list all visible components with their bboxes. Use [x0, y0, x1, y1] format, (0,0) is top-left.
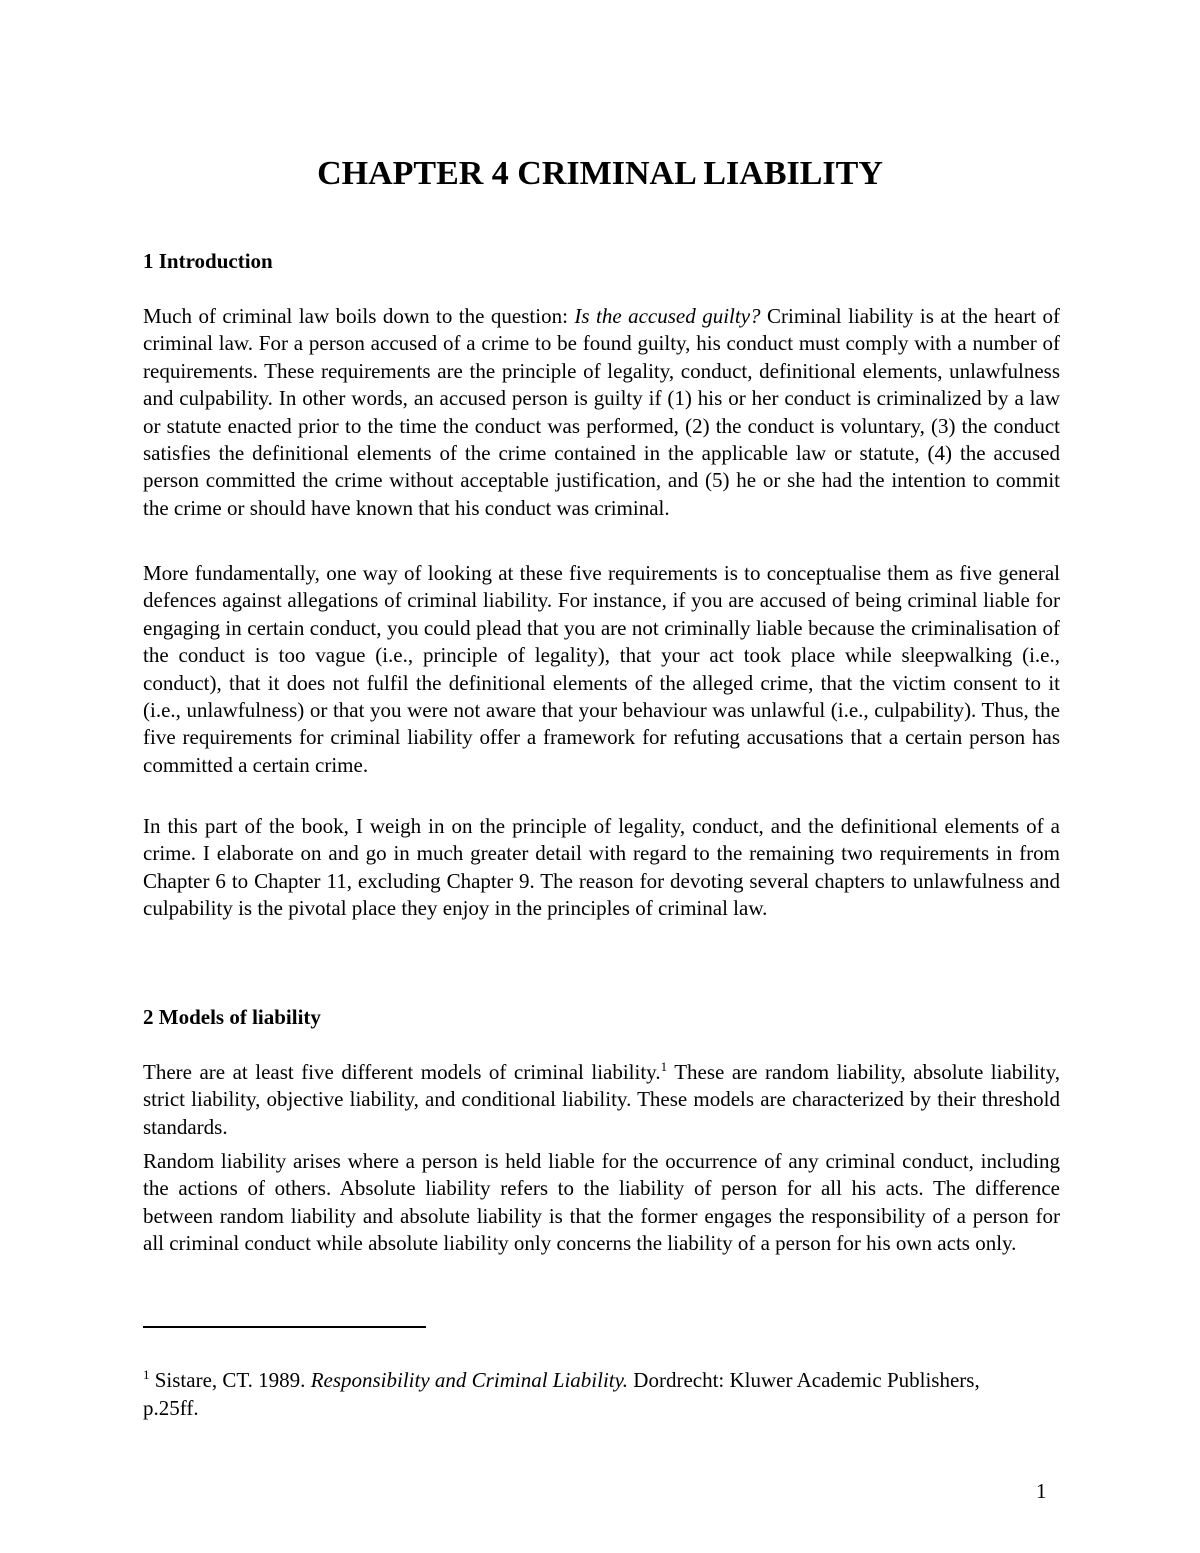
footnote-marker: 1: [143, 1367, 150, 1382]
paragraph-intro-1: [143, 303, 1060, 522]
paragraph-intro-2: More fundamentally, one way of looking at these five requirements is to conceptualise them as five general defences against allegations of criminal liability. For instance, if you are accused of being criminal liable for engaging in certain conduct, you could plead that you are not criminally liable because the criminalisation of the conduct is too vague (i.e., principle of legality), that your act took place while sleepwalking (i.e., conduct), that it does not fulfil the definitional elements of the alleged crime, that the victim consent to it (i.e., unlawfulness) or that you were not aware that your behaviour was unlawful (i.e., culpability). Thus, the five requirements for criminal liability offer a framework for refuting accusations that a certain person has committed a certain crime.: [143, 561, 1060, 777]
paragraph-text: These are random liability, absolute liability, strict liability, objective liability, and conditional liability. These models are characterized by their threshold standards.: [143, 1060, 1060, 1139]
footnote-reference[interactable]: 1: [660, 1059, 668, 1074]
emphasis-question: Is the accused guilty?: [574, 304, 761, 328]
section-heading-models-of-liability: 2 Models of liability: [143, 1005, 321, 1029]
paragraph-text: Criminal liability is at the heart of criminal law. For a person accused of a crime to be found guilty, his conduct must comply with a number of requirements. These requirements are the principle of legality, conduct, definitional elements, unlawfulness and culpability. In other words, an accused person is guilty if (1) his or her conduct is criminalized by a law or statute enacted prior to the time the conduct was performed, (2) the conduct is voluntary, (3) the conduct satisfies the definitional elements of the crime contained in the applicable law or statute, (4) the accused person committed the crime without acceptable justification, and (5) he or she had the intention to commit the crime or should have known that his conduct was criminal.: [143, 304, 1060, 520]
paragraph-models-1: [143, 1059, 1060, 1141]
footnote-text: Dordrecht: Kluwer Academic Publishers, p.25ff.: [143, 1368, 980, 1420]
paragraph-text: There are at least five different models of criminal liability.: [143, 1060, 661, 1084]
chapter-title: CHAPTER 4 CRIMINAL LIABILITY: [317, 155, 883, 192]
paragraph-models-2: Random liability arises where a person is held liable for the occurrence of any criminal conduct, including the actions of others. Absolute liability refers to the liability of person for all his acts. The difference between random liability and absolute liability is that the former engages the responsibility of a person for all criminal conduct while absolute liability only concerns the liability of a person for his own acts only.: [143, 1149, 1060, 1256]
page-number: 1: [1036, 1479, 1047, 1503]
footnote-divider: [143, 1326, 426, 1328]
paragraph-text: Much of criminal law boils down to the question:: [143, 304, 575, 328]
paragraph-intro-3: In this part of the book, I weigh in on the principle of legality, conduct, and the definitional elements of a crime. I elaborate on and go in much greater detail with regard to the remaining two requirements in from Chapter 6 to Chapter 11, excluding Chapter 9. The reason for devoting several chapters to unlawfulness and culpability is the pivotal place they enjoy in the principles of criminal law.: [143, 814, 1060, 921]
footnote-1: [143, 1366, 1023, 1422]
section-heading-introduction: 1 Introduction: [143, 249, 273, 273]
footnote-text: Sistare, CT. 1989.: [149, 1368, 311, 1392]
footnote-book-title: Responsibility and Criminal Liability.: [310, 1368, 629, 1392]
